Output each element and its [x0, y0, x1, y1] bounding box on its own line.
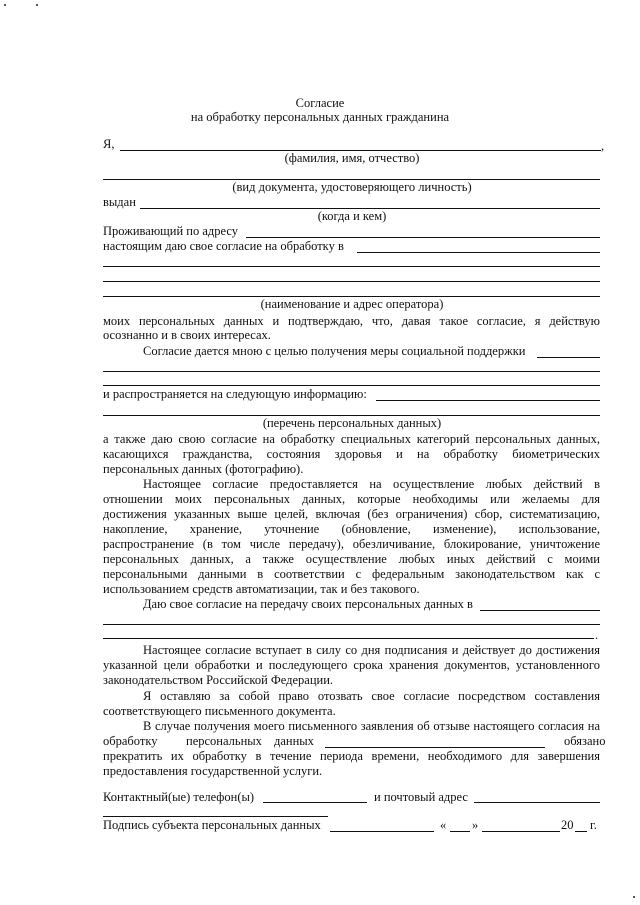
para7-line2: указанной цели обработки и последующего срока хранения документов, установленного: [103, 658, 600, 672]
purpose-line-2: [103, 371, 600, 372]
para9-line4: предоставления государственной услуги.: [103, 764, 323, 778]
transfer-line-3: [103, 638, 594, 639]
para9-line1: В случае получения моего письменного заявления об отзыве настоящего согласия на: [143, 719, 600, 733]
para5-line7: персональными данными в соответствии с федеральным законодательством как с: [103, 567, 600, 581]
year-line: [575, 831, 587, 832]
para1-line2: осознанно и в своих интересах.: [103, 328, 271, 342]
address-line: [246, 237, 600, 238]
month-line: [482, 831, 560, 832]
para4-line2: касающихся гражданства, состояния здоровья и на обработку биометрических: [103, 447, 600, 461]
para5-line2: отношении моих персональных данных, которые необходимы или желаемы для: [103, 492, 600, 506]
phone-line: [263, 802, 367, 803]
para5-line6: персональных данных, а также осуществление любых иных действий с моими: [103, 552, 600, 566]
label-vydan: выдан: [103, 195, 136, 209]
year-prefix: 20: [561, 818, 574, 832]
para4-line3: персональных данных (фотографию).: [103, 462, 304, 476]
caption-operator: (наименование и адрес оператора): [260, 297, 444, 311]
operator-line-3: [103, 281, 600, 282]
info-line-1: [376, 400, 600, 401]
transfer-line-2: [103, 624, 600, 625]
para8-line2: соответствующего письменного документа.: [103, 704, 336, 718]
para4-line1: а также даю свою согласие на обработку специальных категорий персональных данных,: [103, 432, 600, 446]
year-suffix: г.: [590, 818, 597, 832]
caption-fio: (фамилия, имя, отчество): [284, 151, 420, 165]
transfer-line-1: [480, 610, 600, 611]
label-consent-to: настоящим даю свое согласие на обработку в: [103, 239, 344, 253]
scan-speck: [633, 896, 635, 898]
day-line: [450, 831, 470, 832]
para6-line1: Даю свое согласие на передачу своих персональных данных в: [143, 597, 473, 611]
label-phone: Контактный(ые) телефон(ы): [103, 790, 255, 804]
para7-line1: Настоящее согласие вступает в силу со дня подписания и действует до достижения: [143, 643, 600, 657]
operator-line-2: [103, 266, 600, 267]
caption-when-who: (когда и кем): [317, 209, 387, 223]
para7-line3: законодательством Российской Федерации.: [103, 673, 334, 687]
para9-word-dannyh: данных: [274, 734, 314, 748]
caption-data-list: (перечень персональных данных): [262, 416, 442, 430]
para2-line1: Согласие дается мною с целью получения меры социальной поддержки: [143, 344, 526, 358]
processor-line: [325, 747, 545, 748]
para1-line1: моих персональных данных и подтверждаю, что, давая такое согласие, я действую: [103, 314, 600, 328]
para9-word-obyazano: обязано: [564, 734, 606, 748]
label-postal-address: и почтовый адрес: [374, 790, 468, 804]
quote-open: «: [440, 818, 447, 832]
para5-line4: накопление, хранение, уточнение (обновление, изменение), использование,: [103, 522, 600, 536]
scan-speck: [4, 4, 6, 6]
scan-speck: [36, 4, 38, 6]
label-signature: Подпись субъекта персональных данных: [103, 818, 321, 832]
para5-line8: использованием средств автоматизации, так и без такового.: [103, 582, 420, 596]
document-title: Согласие: [295, 96, 345, 110]
signature-line: [330, 831, 434, 832]
operator-line-1: [357, 252, 600, 253]
document-subtitle: на обработку персональных данных гражданина: [190, 110, 450, 124]
purpose-line-3: [103, 385, 600, 386]
period: .: [595, 628, 599, 642]
para5-line5: распространение (в том числе передачу), обезличивание, блокирование, уничтожение: [103, 537, 600, 551]
quote-close: »: [472, 818, 479, 832]
purpose-line-1: [537, 357, 600, 358]
signature-rule-top: [103, 816, 328, 817]
caption-document: (вид документа, удостоверяющего личность): [232, 180, 472, 194]
para9-word-personalnyh: персональных: [186, 734, 262, 748]
para3-line1: и распространяется на следующую информацию:: [103, 387, 367, 401]
para5-line3: достижения указанных выше целей, включая (без ограничения) сбор, систематизацию,: [103, 507, 600, 521]
postal-address-line: [474, 802, 600, 803]
para9-line3: прекратить их обработку в течение периода времени, необходимого для завершения: [103, 749, 600, 763]
label-ya: Я,: [103, 137, 115, 151]
label-address: Проживающий по адресу: [103, 224, 239, 238]
comma: ,: [601, 139, 605, 153]
para5-line1: Настоящее согласие предоставляется на осуществление любых действий в: [143, 477, 600, 491]
para9-word-obrabotku: обработку: [103, 734, 158, 748]
para8-line1: Я оставляю за собой право отозвать свое согласие посредством составления: [143, 689, 600, 703]
